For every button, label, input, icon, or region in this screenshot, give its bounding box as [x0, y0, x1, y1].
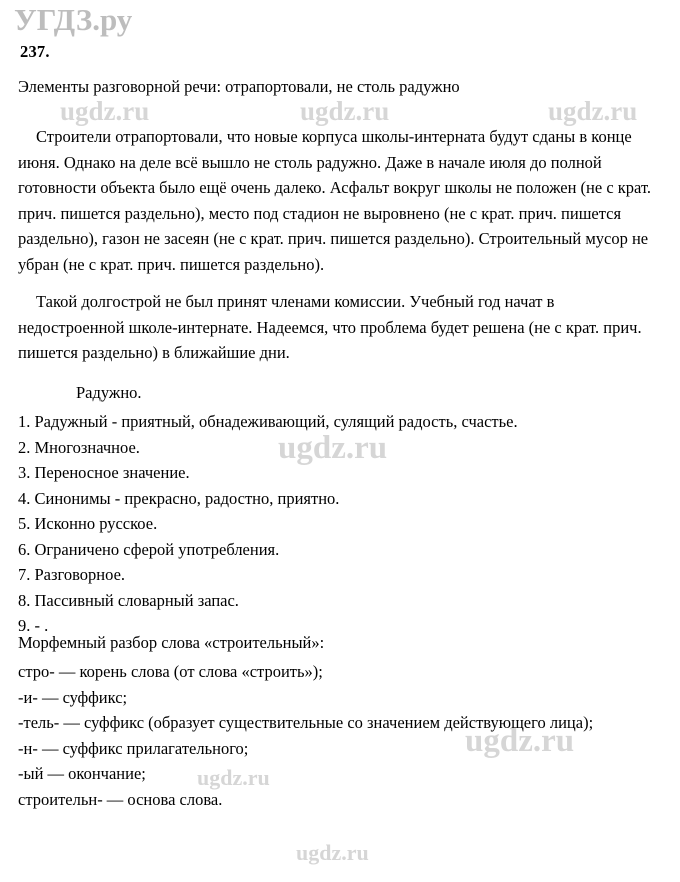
paragraph-text: Такой долгострой не был принят членами комиссии. Учебный год начат в недостроенной школе-интернате. Надеемся, что проблема будет решена (не с крат. прич. пишется раздельно) в ближайшие дни. [18, 292, 642, 362]
exercise-number: 237. [20, 42, 50, 61]
watermark-tile: ugdz.ru [296, 840, 369, 865]
watermark-tile: ugdz.ru [465, 723, 575, 759]
list-item: 9. - . [18, 616, 49, 635]
list-item: 6. Ограничено сферой употребления. [18, 539, 280, 559]
list-item: 8. Пассивный словарный запас. [18, 590, 239, 610]
watermark-tile: ugdz.ru [548, 96, 638, 126]
morpheme-analysis-title: Морфемный разбор слова «строительный»: [18, 633, 325, 652]
list-item: строительн- — основа слова. [18, 789, 223, 809]
list-item: -ый — окончание; [18, 764, 146, 783]
list-item: -и- — суффикс; [18, 687, 128, 707]
watermark-tile: ugdz.ru [300, 96, 390, 126]
list-item: 5. Исконно русское. [18, 514, 158, 533]
watermark-tile: ugdz.ru [197, 765, 270, 790]
site-logo-watermark: УГДЗ.ру [14, 2, 133, 37]
analysis-list [18, 409, 664, 639]
watermark-tile: ugdz.ru [278, 430, 388, 466]
exercise-intro: Элементы разговорной речи: отрапортовали, не столь радужно [18, 77, 460, 96]
list-item: 7. Разговорное. [18, 565, 126, 584]
list-item: 3. Переносное значение. [18, 463, 190, 482]
analysis-heading: Радужно. [76, 383, 142, 402]
answer-paragraph-1 [18, 124, 664, 277]
morpheme-analysis-list [18, 659, 664, 812]
list-item: -тель- — суффикс (образует существительные со значением действующего лица); [18, 713, 594, 732]
list-item: 4. Синонимы - прекрасно, радостно, приятно. [18, 488, 340, 508]
paragraph-text: Строители отрапортовали, что новые корпуса школы-интерната будут сданы в конце июня. Однако на деле всё вышло не столь радужно. Даже в начале июля до полной готовности объекта было ещё очень далеко. Асфальт вокруг школы не положен (не с крат. прич. пишется раздельно), место под стадион не выровнено (не с крат. прич. пишется раздельно), газон не засеян (не с крат. прич. пишется раздельно). Строительный мусор не убран (не с крат. прич. пишется раздельно). [18, 127, 652, 274]
list-item: 2. Многозначное. [18, 437, 140, 457]
list-item: 1. Радужный - приятный, обнадеживающий, сулящий радость, счастье. [18, 412, 518, 431]
list-item: стро- — корень слова (от слова «строить»); [18, 662, 323, 681]
answer-paragraph-2 [18, 289, 664, 366]
watermark-tile: ugdz.ru [60, 96, 150, 126]
list-item: -н- — суффикс прилагательного; [18, 738, 249, 758]
